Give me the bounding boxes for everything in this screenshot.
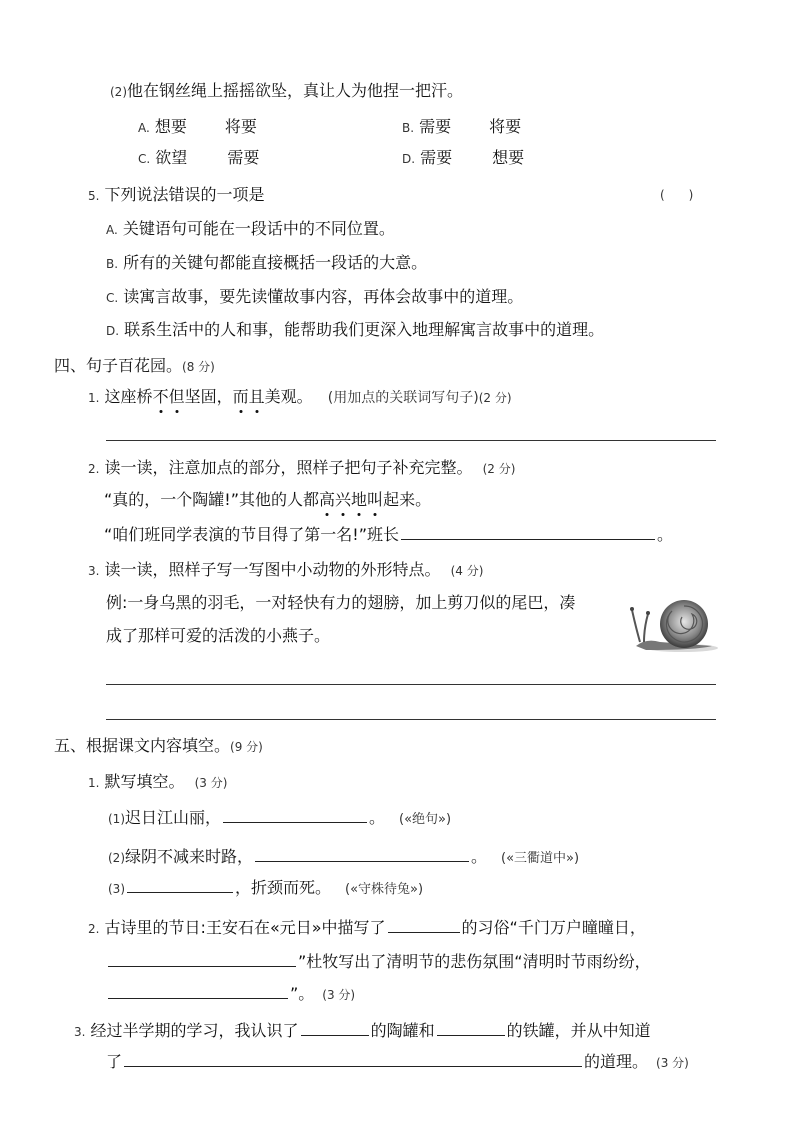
q5-option-c: C. 读寓言故事，要先读懂故事内容，再体会故事中的道理。 [106,287,524,306]
q5-stem: 5. 下列说法错误的一项是 [88,185,265,204]
s5-q1-blank2[interactable] [255,845,469,862]
s5-q2-blank3[interactable] [108,982,288,999]
snail-image [626,588,720,654]
q5-answer-bracket[interactable]: ( ) [660,188,694,202]
s4-q2-example: “真的，一个陶罐!”其他的人都高兴地叫起来。 [104,490,432,509]
s5-q2-line3: ”。 (3 分) [106,982,355,1006]
s4-q2-blank[interactable] [401,523,655,540]
s5-q1-blank1[interactable] [223,806,367,823]
s4-q3-answer-line-1[interactable] [106,684,716,685]
s5-q2-line2: ”杜牧写出了清明节的悲伤氛围“清明时节雨纷纷， [106,950,651,973]
s5-q1-stem: 1. 默写填空。 (3 分) [88,772,228,791]
q4-option-b: B. 需要 将要 [402,117,522,136]
section4-title: 四、句子百花园。(8 分) [54,356,215,375]
s4-q3-answer-line-2[interactable] [106,719,716,720]
q5-option-d: D. 联系生活中的人和事，能帮助我们更深入地理解寓言故事中的道理。 [106,320,605,339]
s5-q2-blank2[interactable] [108,950,296,967]
q4-option-c: C. 欲望 需要 [138,148,260,167]
s4-q2-stem: 2. 读一读，注意加点的部分，照样子把句子补充完整。 (2 分) [88,458,516,477]
s5-q3-blank2[interactable] [437,1019,505,1036]
q4-option-d: D. 需要 想要 [402,148,525,167]
s5-q2-line1: 2. 古诗里的节日:王安石在«元日»中描写了 的习俗“千门万户曈曈日， [88,918,646,937]
s5-q1-blank3[interactable] [127,876,233,893]
s4-q2-task: “咱们班同学表演的节目得了第一名!”班长 。 [104,525,674,544]
s5-q1-item3: (3) ，折颈而死。 («守株待兔») [108,878,424,897]
s4-q3-example-line1: 例:一身乌黑的羽毛，一对轻快有力的翅膀，加上剪刀似的尾巴，凑 [106,593,576,612]
q4-option-a: A. 想要 将要 [138,117,257,136]
s5-q1-item1: (1)迟日江山丽， 。 («绝句») [108,808,452,827]
s5-q3-line1: 3. 经过半学期的学习，我认识了 的陶罐和 的铁罐，并从中知道 [74,1021,651,1040]
section5-title: 五、根据课文内容填空。(9 分) [54,736,263,755]
s5-q3-blank3[interactable] [124,1050,582,1067]
q5-option-a: A. 关键语句可能在一段话中的不同位置。 [106,219,395,238]
q4-part2-stem: (2)他在钢丝绳上摇摇欲坠，真让人为他捏一把汗。 [110,81,464,100]
s5-q3-blank1[interactable] [301,1019,369,1036]
s4-q3-example-line2: 成了那样可爱的活泼的小燕子。 [106,626,331,645]
s5-q1-item2: (2)绿阴不减来时路， 。 («三衢道中») [108,847,580,866]
s5-q2-blank1[interactable] [388,916,460,933]
s4-q1-answer-line[interactable] [106,440,716,441]
s5-q3-line2: 了 的道理。 (3 分) [106,1052,689,1071]
q5-option-b: B. 所有的关键句都能直接概括一段话的大意。 [106,253,428,272]
s4-q3-stem: 3. 读一读，照样子写一写图中小动物的外形特点。 (4 分) [88,560,484,579]
s4-q1-stem: 1. 这座桥不但坚固，而且美观。 (用加点的关联词写句子)(2 分) [88,387,512,406]
